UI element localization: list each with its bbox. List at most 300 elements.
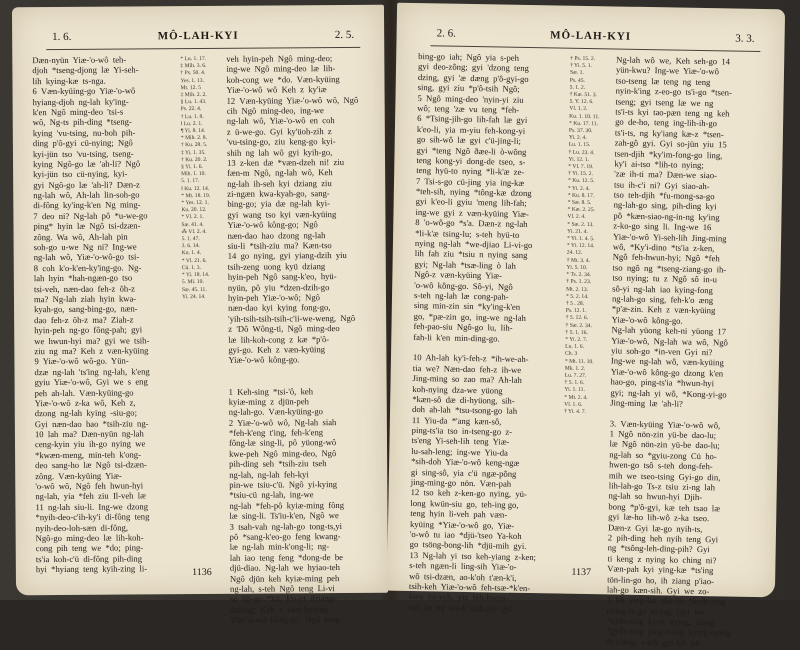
text-line: gyi-go. Keh z væn-kyüing: [228, 344, 380, 355]
text-line: bing-go iah; Ngô yia s-peh: [418, 51, 568, 64]
reference-line: 5. 1. 17.: [181, 178, 229, 186]
text-line: *kwæn-meng, min-teh k'ong-: [35, 449, 183, 460]
text-line: 3 lih ying-kæ tön-lin *kyih-zing: [607, 595, 763, 608]
text-line: gyi Ngô-go læ 'ah-li? Dæn-z: [33, 179, 181, 190]
reference-line: * Yi. 12. 14.: [567, 243, 615, 251]
text-line: z ü-we-go. Gyi ky'üoh-zih z: [227, 125, 379, 136]
reference-line: Sæ. 41. 4.: [181, 221, 229, 229]
text-line: djü-diao. Ng-lah we hyiao-teh: [230, 562, 382, 573]
text-line: so lih-go *kü, k'o-yi dziang-: [230, 593, 382, 604]
text-line: fah-li k'en min-ding-go.: [413, 332, 563, 345]
text-line: kyi-jün tso cü-nying, kyi-: [33, 168, 181, 179]
reference-line: * Vl. 7. 19.: [568, 164, 616, 172]
text-line: k'eo-li, yia m-yiu feh-kong-yi: [417, 124, 567, 137]
text-line: k'en Ngô ming-deo 'tsi-s: [33, 106, 181, 117]
page-number: 1137: [387, 564, 775, 582]
text-line: di-fông ky'ing-k'en Ng ming-: [33, 200, 181, 211]
header-right-ref: 2. 5.: [335, 29, 354, 41]
text-line: gyi læ-ho lih-wô z-ka tseo.: [608, 512, 764, 525]
text-line: tsu ih-c'i ni? Gyi siao-ah-: [614, 179, 770, 192]
text-line: dziong; Keh z væn-kyüing: [230, 603, 382, 614]
text-line: *sih-doh Yiæ-'o-wô keng-ngæ: [411, 456, 561, 469]
text-line: ng-lah, ng-lah feh-kyi: [229, 468, 381, 479]
text-line: Ng-lah wô we, Keh seh-go 14: [616, 54, 772, 67]
text-line: Ngô-z væn-kyüing Yiæ-: [414, 269, 564, 282]
text-line: 2 Yiæ-'o-wô wô, Ng-lah siah: [229, 416, 381, 427]
text-line: hyin-peh ng-go fông-pah; gyi: [34, 324, 182, 335]
reference-line: † Yi. 5. 1.: [570, 63, 618, 71]
text-line: ziu ng ma? Keh z væn-kyüing: [34, 345, 182, 356]
text-line: teng kong-yi dong-de tseo, s-: [416, 155, 566, 168]
text-line: 10 Ah-lah ky'i-feh-z *ih-we-ah-: [413, 352, 563, 365]
text-line: veh hyin-peh Ngô ming-deo;: [226, 53, 378, 64]
text-line: 5 Ngô ming-deo 'nyin-yi ziu: [417, 93, 567, 106]
text-line: ing-we gyi z væn-kyüing Yiæ-: [415, 207, 565, 220]
text-line: zah-gô gyi. Gyi so-jün yiu 15: [615, 138, 771, 151]
text-line: ping-ts'ia tso in-tseng-go z-: [412, 425, 562, 438]
text-line: 2 pih-ding heh nyih teng Gyi: [608, 532, 764, 545]
text-line: tsi-veh, næn-dao feh-z õh-z: [34, 283, 182, 294]
text-line: dao feh-z õh-z ma? Ziah-z: [34, 314, 182, 325]
reference-line: * Sæ. 2. 13.: [567, 221, 615, 229]
text-line: 7 deo ni? Ng-lah pô *u-we-go: [33, 210, 181, 221]
text-line: ing-we Ngô ming-deo læ lih-: [226, 63, 378, 74]
text-line: ng-lah wô, Yiæ-'o-wô-go tsi-: [34, 252, 182, 263]
text-line: tsen-djih *ky'im-fong-go ling,: [614, 148, 770, 161]
text-line: koh-cong we *do. Væn-kyüing: [226, 74, 378, 85]
text-line: zông. Væn-kyüing Yiæ-: [35, 470, 183, 481]
text-line: hyin-peh Yiæ-'o-wô; Ngô: [228, 292, 380, 303]
reference-line: * Vl. 2. 1.: [181, 214, 229, 222]
text-line: 12 tso keh z-ken-go nying, yü-: [411, 487, 561, 500]
text-line: Dæn-nyün Yiæ-'o-wô teh-: [32, 54, 180, 65]
text-line: kwe-peh Ngô ming-deo, Ngô: [229, 448, 381, 459]
reference-line: Vl. 1. 6.: [564, 401, 612, 409]
reference-line: * Yi. 2. 7.: [565, 337, 613, 345]
text-column-2: [226, 53, 382, 626]
text-line: Yiæ-'o-wô, Ng-lah wa wô, Ngô: [611, 335, 767, 348]
text-line: 11 ng-lah siu-li. Ing-we dzong: [35, 501, 183, 512]
text-line: pin-we tsiu-c'ü. Ngô yi-kying: [229, 479, 381, 490]
reference-line: Ps. 45.: [570, 77, 618, 85]
text-column-2: [606, 54, 772, 649]
reference-line: Yi. 1. 11.: [564, 387, 612, 395]
reference-line: 5. Mi. 10.: [182, 279, 230, 287]
text-line: nyih-deo-loh-sæn di-fông,: [36, 522, 184, 533]
text-line: 'o-wô kông-go. Sô-yi, Ngô: [414, 280, 564, 293]
text-line: sô-yi ng-lah iao kying-fong: [612, 283, 768, 296]
text-line: lih kying-kæ ts-nga.: [32, 75, 180, 86]
text-line: 7 Tsi-s-go cü-jing yia ing-kæ: [416, 176, 566, 189]
text-line: *kæn-sô dæ di-hyüong, sih-: [412, 394, 562, 407]
text-line: Yiæ-'o-wô kông-go.: [612, 314, 768, 327]
text-line: tso ngô ng *tseng-ziang-go ih-: [612, 262, 768, 275]
reference-line: ⁂ Vl. 2. 4.: [182, 229, 230, 237]
text-line: gyi deo-zông; gyi 'dzong teng: [418, 61, 568, 74]
text-line: Gyi næn-dao hao *tsih-ziu ng-: [35, 418, 183, 429]
text-column-1: [409, 51, 569, 615]
reference-line: Ch. 3: [565, 351, 613, 359]
reference-line: Mt. 2. 13.: [566, 286, 614, 294]
reference-line: † Ps. 50. 4.: [180, 70, 228, 78]
text-line: Jing-ming so zao ma? Ah-lah: [413, 373, 563, 386]
text-line: Ngô djün keh kyiæ-ming peh: [230, 572, 382, 583]
reference-line: † Ps. 15. 2.: [570, 56, 618, 64]
text-line: nyin-k'ing z-eo-go ts'i-go *tsen-: [616, 86, 772, 99]
text-line: 9 Yiæ-'o-wô wô-go. Yün-: [34, 355, 182, 366]
text-line: lah-go kæn-sih. Gyi we zo-: [607, 584, 763, 597]
text-line: *gyih-zing ying-tsang kying-nying: [606, 626, 762, 639]
reference-line: * Yi. 1. 4. 5.: [567, 236, 615, 244]
text-line: 11 Yiu-da *'ang kæn-sô,: [412, 415, 562, 428]
text-line: lah hyin *hah-ngæn-go tso: [34, 272, 182, 283]
text-line: 'zæ ih-ti ma? Dæn-we siao-: [614, 169, 770, 182]
reference-line: Yi. 21. 4.: [567, 229, 615, 237]
text-line: koh-nying dza-we yüong: [412, 383, 562, 396]
text-line: ng-lah ih-seh kyi dziang ziu: [227, 177, 379, 188]
reference-line: Cü. 1. 3.: [182, 265, 230, 273]
reference-line: Ku. 1. 4.: [182, 250, 230, 258]
text-line: ng-lah *feh-pô kyiæ-ming fông: [229, 500, 381, 511]
reference-line: † Kæ. 51. 3.: [570, 92, 618, 100]
text-line: gyi k'eo-li gyiu 'meng lih-fah;: [416, 196, 566, 209]
text-line: Yiæ-'o-wô z-ka wô, Keh z,: [35, 397, 183, 408]
text-line: gyi; ng-lah yi wô, *Kong-yi-go: [610, 387, 766, 400]
text-line: z 'Dô Wông-ti, Ngô ming-deo: [228, 323, 380, 334]
text-line: hyi *hyiang teng kyih-zing li-: [36, 563, 184, 574]
text-line: 3. Væn-kyüing Yiæ-'o-wô wô,: [610, 418, 766, 431]
text-line: 'o-wô tu iao *djü-'tseo Ya-koh: [410, 529, 560, 542]
reference-line: * 5. 2. 14.: [566, 293, 614, 301]
reference-line: † Ku. 28. 5.: [181, 142, 229, 150]
text-line: tso nying; tu z Ngô sô in-u: [612, 273, 768, 286]
text-line: ts'ia koh-c'ü di-fông pih-ding: [36, 553, 184, 564]
text-line: *tsiu-cü ng-lah, ing-we: [229, 489, 381, 500]
text-line: lih-lah-go Ts-z tsiu zi-ng lah: [609, 480, 765, 493]
header-left-ref: 2. 6.: [437, 27, 456, 39]
text-line: næn-dao hao dzong ng-lah: [228, 229, 380, 240]
reference-line: Ps. 37. 30.: [569, 128, 617, 136]
text-line: siu-li *tsih-ziu ma? Kæn-tso: [228, 240, 380, 251]
reference-line: † Ku. 20. 2.: [181, 157, 229, 165]
reference-line: Mk. 1. 2.: [565, 365, 613, 373]
reference-line: * Ku. 8. 17.: [568, 193, 616, 201]
text-line: 13 Ng-lah yi tso keh-yiang z-ken;: [409, 550, 559, 563]
reference-line: * Lu. 1. 17.: [180, 56, 228, 64]
text-line: gyi wang tso kyi væn-kyüing: [227, 209, 379, 220]
text-line: 1 Ngô nön-zin yü-be dao-lu;: [610, 428, 766, 441]
text-line: gi sing-sô, yia c'ü ngæ-pông: [411, 467, 561, 480]
text-line: *feh-k'eng t'ing, feh-k'eng: [229, 427, 381, 438]
text-line: ts'i-ts, ng ky'iang kæ-z *tsen-: [615, 127, 771, 140]
reference-line: Mih. 1. 10.: [181, 171, 229, 179]
reference-line: † Yi. 15. 2.: [568, 171, 616, 179]
text-line: pô *kæn-siao-ng-in-ng ky'ing: [613, 210, 769, 223]
text-line: Dæn-z Gyi læ-go nyih-ts,: [608, 522, 764, 535]
text-line: 10 lah ma? Dæn-nyün ng-lah: [35, 428, 183, 439]
reference-line: † 5. 1. 6.: [564, 380, 612, 388]
text-line: s-teh ngæn-li ling-sih Yiæ-'o-: [409, 560, 559, 573]
text-line: gyi; Ng-lah *tsæ-ling ò lah: [415, 259, 565, 272]
text-line: wô, *Ky'i-dino *ts'ia z-ken,: [613, 241, 769, 254]
text-line: sing, gyi ziu *p'ô-tsih Ngô;: [418, 82, 568, 95]
text-line: s-teh ng-lah læ cong-pah-: [414, 290, 564, 303]
text-line: zi-ngæn kwa-kyah-go, sang-: [227, 188, 379, 199]
reference-line: † Yi. 4. 7.: [564, 409, 612, 417]
text-line: fæn-m Ngô, ng-lah wô, Keh: [227, 167, 379, 178]
text-line: ti keng z nying ko ching ni?: [607, 553, 763, 566]
reference-line: ‡ Mih. 2. 2.: [181, 92, 229, 100]
header-right-ref: 3. 3.: [735, 33, 754, 45]
text-line: ng *tsông-leh-ding-pih? Gyi: [608, 543, 764, 556]
reference-line: † Ps. 1. 23.: [566, 279, 614, 287]
text-line: mih we tseo-tsing Gyi-go din,: [609, 470, 765, 483]
reference-line: † 5. 1. 16.: [565, 329, 613, 337]
text-line: tsih-keh Yiæ-'o-wô feh-tsæ-*k'en-: [409, 581, 559, 594]
right-page: [387, 3, 785, 598]
text-line: Yiæ-'o-wô kông-go.: [228, 354, 380, 365]
reference-line: * Mt. 18. 19.: [181, 193, 229, 201]
text-line: dzing, gyi 'æ dæng p'ô-gyi-go: [418, 72, 568, 85]
text-line: *p'æ-zin. Keh z væn-kyüing: [612, 304, 768, 317]
text-line: ng-lah wô, Ah-lah lin-soh-go: [33, 189, 181, 200]
reference-line: Ps. 12. 1.: [566, 308, 614, 316]
text-line: dzæ ng-lah 'ts'ing ng-lah, k'eng: [34, 366, 182, 377]
text-line: tseng; gyi tseng læ we ng: [615, 96, 771, 109]
reference-line: * Ku. 12. 5.: [568, 178, 616, 186]
text-line: go de-ho, teng ing-lih-ih-go: [615, 117, 771, 130]
reference-line: ‡ Mih. 3. 6.: [180, 63, 228, 71]
reference-line: † Lu. 1. 8.: [181, 113, 229, 121]
text-line: ng-lah so *gyiu-zong Cü ho-: [609, 449, 765, 462]
text-line: 14 go nying, gyi yiang-dzih yiu: [228, 250, 380, 261]
reference-line: Vl. 1. 2.: [569, 106, 617, 114]
text-line: 3 tsah-vah ng-lah-go tong-ts,yi: [230, 520, 382, 531]
text-line: lah iao teng feng *dong-de be: [230, 551, 382, 562]
text-line: Ing-we ng-lah wô, væn-kyüing: [611, 356, 767, 369]
reference-line: Mt. 12. 5: [180, 85, 228, 93]
reference-line: § Lu. 1. 43.: [181, 99, 229, 107]
text-line: Ngô-go ming-deo læ lih-koh-: [36, 532, 184, 543]
text-line: gyi *teng Ngô ðæe-li ò-wông: [417, 145, 567, 158]
header-title: MÔ-LAH-KYI: [397, 27, 785, 46]
text-line: go sih-wô læ gyi c'ü-jing-li;: [417, 134, 567, 147]
text-line: *nyih-deo-c'ih-ky'i di-fông teng: [35, 511, 183, 522]
reference-line: † Sæ. 2. 34.: [565, 322, 613, 330]
text-line: hao-go, ping-ts'ia *hwun-hyi: [610, 377, 766, 390]
text-line: ng-lah-go. Væn-kyüing-go: [229, 406, 381, 417]
text-line: tso-tseng læ teng ng teng: [616, 75, 772, 88]
text-line: cong pih teng we *do; ping-: [36, 542, 184, 553]
text-line: kyiæ-ming z djün-peh: [229, 396, 381, 407]
reference-line: * Ku. 17. 11.: [569, 121, 617, 129]
text-line: tso teh-djih *fu-mong-sa-go: [614, 190, 770, 203]
text-line: go, *pæ-zin go, ing-we ng-lah: [414, 311, 564, 324]
text-line: z-ko-go sing li. Ing-we 16: [613, 221, 769, 234]
text-line: yün-kwu? Ing-we Yiæ-'o-wô: [616, 65, 772, 78]
text-line: 8 'o-wô-go *s'a. Dæn-z ng-lah: [415, 217, 565, 230]
text-line: teng hyü-to nying *li-k'æ ze-: [416, 165, 566, 178]
text-line: long kwün-siu go, teh-ing go,: [410, 498, 560, 511]
text-line: ky'i ai-tso *lih-to nying;: [614, 158, 770, 171]
text-line: ding p'ô-gyi cü-nying; Ngô: [33, 137, 181, 148]
reference-line: * Mih. 2. 8.: [181, 135, 229, 143]
text-line: ma? Ng-lah ziah hyin kwa-: [34, 293, 182, 304]
text-line: Yiæ-'o-wô wô Keh z ky'iæ: [226, 84, 378, 95]
text-line: tsih-zeng uong kyü dziang: [228, 261, 380, 272]
reference-line: Yi. 2. 4.: [569, 135, 617, 143]
text-line: 12 Væn-kyüing Yiæ-'o-wô wô, Ngô: [227, 94, 379, 105]
text-line: kwu tsi-veh, yia feh-hwun-: [409, 591, 559, 604]
text-line: ng-lah, yia *feh ziu Il-veh læ: [35, 491, 183, 502]
reference-line: * Yi. 2. 4.: [568, 185, 616, 193]
text-line: nying ng-lah *we-djiao Li-vi-go: [415, 238, 565, 251]
page-number: 1136: [16, 566, 388, 580]
text-line: fông-læ sing-li, pô yüong-wô: [229, 437, 381, 448]
text-line: doh ah-lah *tsu-tsong-go lah: [412, 404, 562, 417]
reference-line: * Vl. 21. 6.: [182, 257, 230, 265]
header-title: MÔ-LAH-KYI: [12, 29, 384, 44]
reference-line: 3. 6. 14.: [182, 243, 230, 251]
reference-line: * Mt. 2. 4.: [564, 394, 612, 402]
reference-line: ‖ Lu. 2. 1.: [181, 121, 229, 129]
text-line: sing min-zin sin *ky'ing-k'en: [414, 300, 564, 313]
text-line: ping* hyin læ Ngô tsi-dzæn-: [33, 220, 181, 231]
text-line: ng-lah-go sing, feh-k'o æng: [612, 293, 768, 306]
text-line: *teh-sih, nying *tông-kæ dzong: [416, 186, 566, 199]
text-line: Yiæ-'o-wô kông-go; Ngô: [227, 219, 379, 230]
text-line: Yiæ-'o-wô kông-go. Ngô teng: [230, 614, 382, 625]
text-line: soh-go u-we Ng ni? Ing-we: [34, 241, 182, 252]
text-line: yiu soh-go *in-ven Gyi ni?: [611, 345, 767, 358]
text-line: nying-ts-go nying; Gyi we: [606, 605, 762, 618]
reference-line: § Yi. 1. 6.: [181, 164, 229, 172]
text-line: 'o-wô wô, Ngô feh hwun-hyi: [35, 480, 183, 491]
reference-line: † Lu. 23. 4.: [569, 149, 617, 157]
text-line: go tsöng-bong-lih *djü-mih gyi.: [410, 539, 560, 552]
text-line: djoh *tseng-djong læ Yi-seh-: [32, 65, 180, 76]
reference-line: * Yes. 12. 1.: [181, 200, 229, 208]
text-line: feh-pao-siu Ngô-go lu, lih-: [413, 321, 563, 334]
text-line: deo sang-ho læ Ngô tsi-dzæn-: [35, 459, 183, 470]
text-line: Ngô feh-hwun-hyi; Ngô *feh: [613, 252, 769, 265]
reference-line: Lu. 7. 27.: [565, 373, 613, 381]
reference-line: † Mt. 3. 4.: [567, 257, 615, 265]
reference-line: * Sæ. 8. 5.: [568, 200, 616, 208]
text-line: bong *p'ô-gyi, kæ teh tsao læ: [608, 501, 764, 514]
reference-line: Yes. 1. 13.: [180, 77, 228, 85]
text-line: bing-go; yia dæ ng-lah kyi-: [227, 198, 379, 209]
text-line: kyüing *Yiæ-'o-wô go, Yiæ-: [410, 519, 560, 532]
reference-column: [180, 56, 230, 301]
text-line: 'yih-tsih-tsih-tsih-c'ii-we-weng, Ngô: [228, 313, 380, 324]
reference-line: Yi. 5. 10.: [566, 265, 614, 273]
reference-line: Yi. 24. 14.: [182, 293, 230, 301]
reference-line: ¶ Yi. 8. 14.: [181, 128, 229, 136]
left-page: [12, 5, 388, 596]
text-line: Yiæ-'o-wô kông-go dzong k'en: [611, 366, 767, 379]
text-line: lu-sah-leng; ing-we Yiu-da: [411, 446, 561, 459]
text-line: ts'eng Yi-seh-lih teng Yiæ-: [411, 435, 561, 448]
reference-line: Lu. 1. 6.: [565, 344, 613, 352]
reference-line: † 5 . 28.: [566, 301, 614, 309]
text-line: dzong ng-lah kying -siu-go;: [35, 407, 183, 418]
text-line: Yiæ-'o-wô Yi-seh-lih Jing-ming: [613, 231, 769, 244]
text-line: hyiang-djoh ng-lah ky'ing-: [33, 96, 181, 107]
reference-line: 5. Y. 12. 6.: [569, 99, 617, 107]
text-line: Væn-pah kyi ying-kæ *ts'ing: [607, 564, 763, 577]
text-line: Jing-ming læ 'ah-li?: [610, 397, 766, 410]
reference-line: * Yi. 18. 14.: [182, 272, 230, 280]
text-line: 13 z-ken dæ *væn-dzeh ni! ziu: [227, 157, 379, 168]
text-line: 6 *Tsing-jih-go lih-fah læ gyi: [417, 113, 567, 126]
text-line: jing-ming-go nön. Væn-pah: [411, 477, 561, 490]
text-line: lih fah ziu *tsiu n nying sang: [415, 248, 565, 261]
text-line: ih-yiang; s-teh gyi-lah pô: [606, 636, 762, 649]
text-line: pih-ding seh *tsih-ziu tseh: [229, 458, 381, 469]
reference-line: * Kæ. 2. 25.: [567, 207, 615, 215]
reference-line: Ku. 1. 10. 11.: [569, 113, 617, 121]
text-line: *li-k'æ tsing-lu; s-teh hyü-to: [415, 228, 565, 241]
text-line: hwen-go tsô s-teh dong-feh-: [609, 460, 765, 473]
text-line: *kyih-zing Li-vi nying, yiang: [606, 615, 762, 628]
text-line: ng-lah so hwun-hyi Djih-: [608, 491, 764, 504]
text-line: cih Ngô ming-deo, ing-we: [227, 105, 379, 116]
reference-line: 5. 1. 47.: [182, 236, 230, 244]
header-left-ref: 1. 6.: [52, 31, 71, 43]
text-line: nyün, pô yiu *dzen-dzih-go: [228, 281, 380, 292]
reference-line: Sæ. 45. 11.: [182, 286, 230, 294]
reference-line: Sæ. 1.: [570, 70, 618, 78]
text-line: we hwun-hyi ma? gyi we tsih-: [34, 335, 182, 346]
reference-line: 24. 12.: [567, 250, 615, 258]
text-line: shih ng lah wô gyi kyih-go,: [227, 146, 379, 157]
text-line: tia we? Næn-dao feh-z ih-we: [413, 363, 563, 376]
text-line: læ sing-li. Ts'iu-k'en, Ngô we: [229, 510, 381, 521]
reference-line: Vl. 2. 4.: [567, 214, 615, 222]
text-line: hyin-peh Ngô sang-k'eo, hyü-: [228, 271, 380, 282]
reference-line: 5. 1. 2.: [570, 84, 618, 92]
text-line: zông. Wa wô, Ah-lah pin: [34, 231, 182, 242]
reference-line: Lu. 1. 15.: [569, 142, 617, 150]
text-line: wô, Ng-ts pih-ding *tseng-: [33, 116, 181, 127]
text-line: tön-lin-go ho, ih ziang p'iao-: [607, 574, 763, 587]
reference-line: * Mt. 11. 10.: [565, 358, 613, 366]
text-line: ceng-kyin yiu ih-go nying we: [35, 439, 183, 450]
text-line: læ ng-lah min-k'ong-li; ng-: [230, 541, 382, 552]
text-line: wô tsi-dzæn, ao-k'oh t'æn-k'i,: [409, 570, 559, 583]
text-line: peh ah-lah. Væn-kyüing-go: [35, 387, 183, 398]
reference-line: * Ts. 2. 34.: [566, 272, 614, 280]
reference-line: Ps. 22. 4.: [181, 106, 229, 114]
text-line: læ lih-koh-cong z kæ *p'ô-: [228, 333, 380, 344]
text-line: gyiu Yiæ-'o-wô, Gyi we s eng: [35, 376, 183, 387]
text-line: wô; teng 'zæ vu teng *feh-: [417, 103, 567, 116]
text-line: 1 Keh-sing *tsi-'ô, keh: [229, 385, 381, 396]
text-column-1: [32, 54, 184, 575]
reference-line: Ku. 20. 12.: [181, 207, 229, 215]
text-line: 'vu-tsing-go, ziu keng-go kyi-: [227, 136, 379, 147]
reference-line: † 5. 12. 6.: [566, 315, 614, 323]
text-line: ng-lah, s-teh Ngô teng Li-vi: [230, 583, 382, 594]
reference-line: Yi. 12. 1.: [568, 157, 616, 165]
text-line: kyi-jün tso 'vu-tsing, tseng-: [33, 148, 181, 159]
text-line: teng hyin li-veh pah væn-: [410, 508, 560, 521]
reference-line: ‡ Yi. 1. 35.: [181, 149, 229, 157]
text-line: kying Ngô-go læ 'ah-li? Ngô: [33, 158, 181, 169]
text-line: ng-lah-go sing, pih-ding kyi: [614, 200, 770, 213]
text-line: næn-dao kyi kying fong-go,: [228, 302, 380, 313]
